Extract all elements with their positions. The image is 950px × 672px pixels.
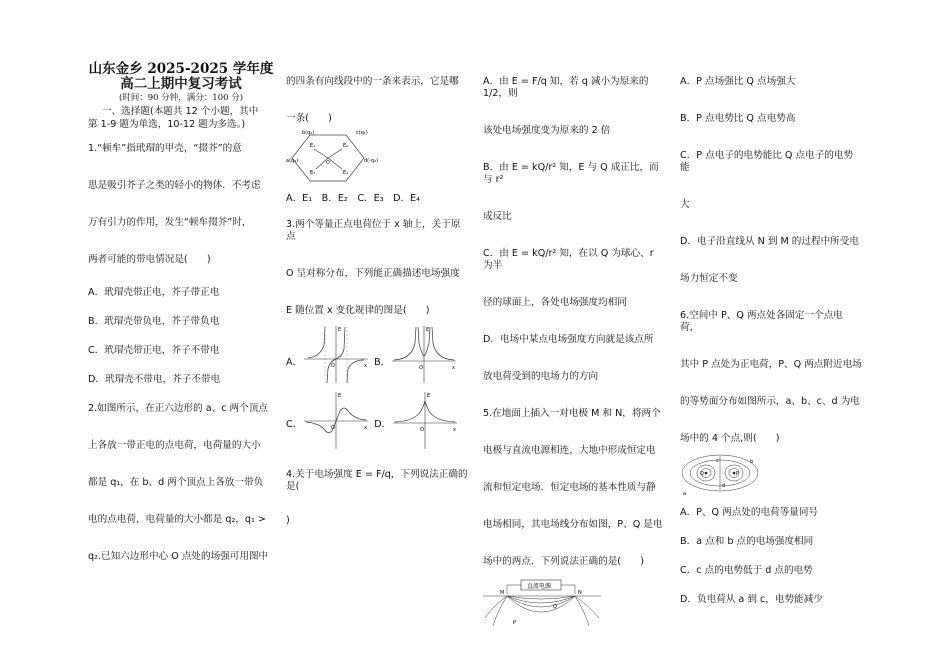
column-4 [680, 62, 862, 606]
label-o: O [326, 159, 330, 166]
q5-option-c-line1: C．P 点电子的电势能比 Q 点电子的电势能 [680, 149, 854, 173]
q6-option-d: D．负电荷从 a 到 c，电势能减少 [680, 593, 823, 605]
column-3 [483, 62, 665, 630]
section-heading-line1: 一、选择题(本题共 12 个小题，其中 [102, 106, 259, 118]
q3-graphs-row1 [286, 323, 468, 385]
q2-text-line4: 电的点电荷，电荷量的大小都是 q₂，q₁ > [88, 514, 266, 526]
label-e3: E₃ [310, 169, 316, 176]
q4-option-d-line1: D．电场中某点电场强度方向就是该点所 [483, 333, 654, 345]
point-q-label: Q [553, 603, 557, 610]
q1-text-line3: 万有引力的作用，发生“顿牟掇芥”时， [88, 217, 252, 229]
svg-text:O: O [419, 364, 424, 371]
exam-title-line1: 山东金乡 2025-2025 学年度 [88, 61, 274, 77]
point-q-label: Q [700, 470, 704, 477]
q2-text-line5: q₂.已知六边形中心 O 点处的场强可用图中 [88, 551, 269, 563]
svg-text:E: E [338, 392, 342, 399]
q3-label-d: D． [374, 418, 392, 430]
vector-e4 [328, 158, 342, 169]
q6-text-line3: 的等势面分布如图所示，a、b、c、d 为电 [680, 395, 860, 407]
point-p-label: P [513, 619, 517, 626]
electrode-n-label: N [578, 589, 582, 596]
point-b-label: b [750, 458, 754, 465]
q2-text-line6: 的四条有向线段中的一条来表示，它是哪 [286, 76, 459, 87]
q1-text-line4: 两者可能的带电情况是( ) [88, 254, 211, 266]
q2-text-line3: 都是 q₁，在 b、d 两个顶点上各放一带负 [88, 477, 264, 489]
q3-label-c: C． [286, 418, 303, 430]
svg-text:E: E [338, 326, 342, 333]
q4-option-c-line1: C．由 E = kQ/r² 知，在以 Q 为球心、r 为半 [483, 247, 654, 271]
q5-option-a: A．P 点场强比 Q 点场强大 [680, 76, 796, 87]
q3-label-b: B． [374, 356, 391, 368]
q4-option-b-line2: 成反比 [483, 210, 512, 222]
q2-options: A．E₁ B．E₂ C．E₃ D．E₄ [286, 192, 421, 204]
q5-text-line3: 流和恒定电场．恒定电场的基本性质与静 [483, 481, 656, 493]
q3-text-line3: E 随位置 x 变化规律的图是( ) [286, 304, 430, 316]
svg-text:x: x [364, 424, 368, 431]
q5-text-line1: 5.在地面上插入一对电极 M 和 N，将两个 [483, 407, 661, 419]
power-supply-label: 直流电源 [527, 582, 552, 590]
q2-text-line7: 一条( ) [286, 112, 332, 124]
point-c-label: c [716, 457, 719, 464]
svg-text:x: x [364, 362, 368, 369]
point-d-label: d [722, 482, 726, 489]
q1-option-d: D．玳瑁壳不带电，芥子不带电 [88, 374, 221, 386]
q4-option-d-line2: 放电荷受到的电场力的方向 [483, 370, 599, 382]
q5-option-d-line2: 场力恒定不变 [680, 272, 738, 284]
section-heading-line2: 第 1-9 题为单选，10-12 题为多选。) [88, 119, 246, 131]
q3-graph-c [302, 389, 370, 451]
vector-e1 [314, 149, 328, 158]
q6-option-a: A．P、Q 两点处的电荷等量同号 [680, 506, 819, 518]
q6-option-c: C．c 点的电势低于 d 点的电势 [680, 564, 813, 576]
svg-text:O: O [331, 362, 336, 369]
q6-text-line1: 6.空间中 P、Q 两点处各固定一个点电荷， [680, 309, 843, 333]
q5-option-b: B．P 点电势比 Q 点电势高 [680, 112, 796, 124]
q5-text-line2: 电极与直流电源相连，大地中形成恒定电 [483, 444, 656, 456]
q3-graph-d [391, 389, 459, 451]
q4-option-c-line2: 径的球面上，各处电场强度均相同 [483, 296, 627, 308]
q4-text-line1: 4.关于电场强度 E = F/q，下列说法正确的是( [286, 468, 468, 492]
column-2 [286, 62, 468, 527]
q5-text-line5: 场中的两点．下列说法正确的是( ) [483, 555, 644, 567]
q5-option-c-line2: 大 [680, 198, 690, 210]
q1-text-line1: 1.“顿牟”指玳瑁的甲壳，“掇芥”的意 [88, 143, 242, 155]
q3-graph-a [302, 323, 370, 385]
hex-label-c: c(q₁) [356, 129, 368, 136]
q3-graph-b [390, 323, 458, 385]
hex-label-a: a(q₁) [286, 157, 299, 164]
q3-text-line1: 3.两个等量正点电荷位于 x 轴上，关于原点 [286, 218, 461, 242]
q1-text-line2: 思是吸引芥子之类的轻小的物体．不考虑 [88, 180, 261, 192]
svg-text:O: O [331, 424, 336, 431]
hexagon-figure [288, 129, 378, 187]
q4-option-b-line1: B．由 E = kQ/r² 知，E 与 Q 成正比，而与 r² [483, 161, 659, 185]
label-e1: E₁ [310, 142, 316, 149]
svg-text:E: E [427, 392, 431, 399]
q6-text-line4: 场中的 4 个点,则( ) [680, 432, 780, 444]
q6-text-line2: 其中 P 点处为正电荷，P、Q 两点附近电场 [680, 358, 862, 370]
svg-text:O: O [420, 426, 425, 433]
svg-text:E: E [426, 326, 430, 333]
q2-text-line2: 上各放一带正电的点电荷，电荷量的大小 [88, 440, 261, 452]
label-e4: E₄ [343, 169, 349, 176]
svg-text:x: x [452, 364, 456, 371]
electrode-m-label: M [500, 589, 505, 596]
q5-text-line4: 电场相同，其电场线分布如图，P、Q 是电 [483, 518, 663, 530]
q5-field-figure [483, 578, 603, 630]
q4-text-line2: ) [286, 514, 290, 526]
q1-option-a: A．玳瑁壳带正电，芥子带正电 [88, 287, 220, 299]
exam-title-line2: 高二上期中复习考试 [120, 75, 242, 92]
q3-text-line2: O 呈对称分布，下列能正确描述电场强度 [286, 267, 460, 279]
q4-option-a-line2: 该处电场强度变为原来的 2 倍 [483, 124, 611, 136]
vector-e2 [328, 149, 342, 158]
hex-label-b: b(q₂) [302, 129, 315, 136]
q6-option-b: B．a 点和 b 点的电场强度相同 [680, 535, 814, 547]
q2-text-line1: 2.如图所示，在正六边形的 a、c 两个顶点 [88, 403, 268, 415]
column-1 [88, 62, 274, 563]
point-p-label: P [736, 470, 740, 477]
q4-option-a-line1: A．由 E = F/q 知，若 q 减小为原来的 1/2，则 [483, 76, 649, 99]
q6-equipotential-figure [680, 453, 760, 495]
exam-subtitle: (时间：90 分钟，满分：100 分) [118, 92, 244, 103]
q3-label-a: A． [286, 356, 303, 368]
q3-graphs-row2 [286, 389, 468, 451]
hex-label-d: d(-q₂) [364, 157, 379, 164]
label-e2: E₂ [343, 142, 349, 149]
q1-option-c: C．玳瑁壳带正电，芥子不带电 [88, 345, 220, 357]
q1-option-b: B．玳瑁壳带负电，芥子带负电 [88, 316, 220, 328]
q5-option-d-line1: D．电子沿直线从 N 到 M 的过程中所受电 [680, 235, 859, 247]
point-a-label: a [683, 490, 687, 497]
svg-text:x: x [453, 426, 457, 433]
